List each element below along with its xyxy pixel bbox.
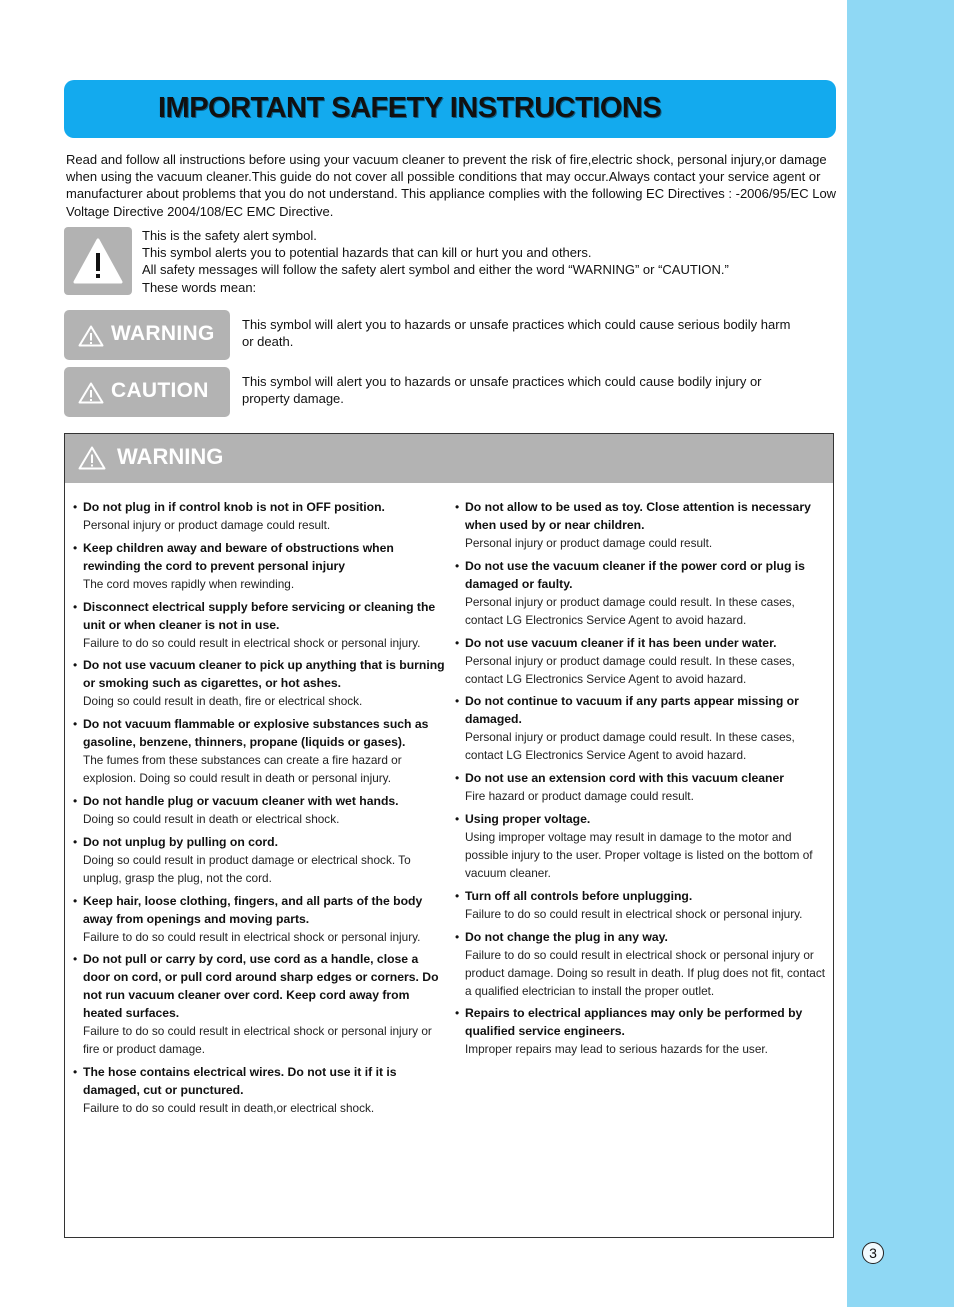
list-item — [455, 810, 830, 882]
item-title: • Do not vacuum flammable or explosive substances such as gasoline, benzene, thinners, propane (liquids or gases). — [83, 717, 429, 750]
item-title: • Do not use vacuum cleaner to pick up anything that is burning or smoking such as cigarettes, or hot ashes. — [83, 658, 445, 691]
list-item — [455, 557, 830, 629]
side-color-strip — [847, 0, 954, 1307]
caution-label-description: This symbol will alert you to hazards or unsafe practices which could cause bodily injury or property damage. — [242, 374, 762, 407]
item-description: Doing so could result in product damage or electrical shock. To unplug, grasp the plug, not the cord. — [83, 852, 411, 885]
list-item — [455, 498, 830, 552]
list-item — [73, 892, 445, 946]
safety-symbol-explanation — [142, 227, 832, 296]
item-description: Doing so could result in death, fire or electrical shock. — [83, 694, 363, 709]
warning-triangle-icon — [78, 446, 106, 470]
item-title: • Do not handle plug or vacuum cleaner with wet hands. — [83, 793, 399, 808]
list-item — [73, 598, 445, 652]
list-item — [73, 539, 445, 593]
caution-label-text: CAUTION — [111, 379, 209, 402]
item-title: • Keep hair, loose clothing, fingers, and all parts of the body away from openings and moving parts. — [83, 893, 423, 926]
item-description: Failure to do so could result in electrical shock or personal injury. — [83, 929, 421, 944]
warning-panel — [64, 433, 834, 1238]
item-title: • Repairs to electrical appliances may only be performed by qualified service engineers. — [465, 1006, 803, 1039]
symbol-text-line: These words mean: — [142, 279, 257, 295]
item-description: Doing so could result in death or electrical shock. — [83, 811, 340, 826]
list-item — [455, 769, 830, 805]
item-description: The fumes from these substances can create a fire hazard or explosion. Doing so could result in death or personal injury. — [83, 753, 402, 786]
list-item — [73, 715, 445, 787]
exclamation-triangle-icon — [72, 237, 124, 285]
symbol-text-line: All safety messages will follow the safety alert symbol and either the word “WARNING” or “CAUTION.” — [142, 262, 729, 278]
list-item — [455, 634, 830, 688]
list-item — [73, 1063, 445, 1117]
intro-paragraph: Read and follow all instructions before using your vacuum cleaner to prevent the risk of fire,electric shock, personal injury,or damage when using the vacuum cleaner.This guide do not cover all possible conditions that may occur.Always contact your service agent or manufacturer about problems that you do not understand. This appliance complies with the following EC Directives : -2006/95/EC Low Voltage Directive 2004/108/EC EMC Directive. — [66, 152, 837, 219]
list-item — [73, 792, 445, 828]
item-title: • Do not use the vacuum cleaner if the power cord or plug is damaged or faulty. — [465, 558, 805, 591]
list-item — [73, 950, 445, 1058]
warning-label-text: WARNING — [111, 322, 215, 345]
item-title: • Using proper voltage. — [465, 811, 591, 826]
title-banner — [64, 80, 836, 138]
item-title: • Do not change the plug in any way. — [465, 929, 668, 944]
warning-panel-header — [65, 434, 833, 483]
item-title: • Do not continue to vacuum if any parts appear missing or damaged. — [465, 694, 799, 727]
item-description: The cord moves rapidly when rewinding. — [83, 576, 295, 591]
item-description: Fire hazard or product damage could result. — [465, 789, 694, 804]
symbol-text-line: This is the safety alert symbol. — [142, 228, 317, 243]
warning-label-description: This symbol will alert you to hazards or unsafe practices which could cause serious bodily harm or death. — [242, 317, 791, 350]
page-title: IMPORTANT SAFETY INSTRUCTIONS — [158, 92, 662, 124]
warning-list-right — [455, 498, 830, 1063]
item-title: • Do not unplug by pulling on cord. — [83, 834, 278, 849]
item-title: • Do not plug in if control knob is not in OFF position. — [83, 500, 385, 514]
list-item — [73, 498, 445, 534]
item-description: Improper repairs may lead to serious hazards for the user. — [465, 1042, 768, 1057]
item-description: Failure to do so could result in electrical shock or personal injury or fire or product damage. — [83, 1024, 432, 1057]
item-title: • Do not use vacuum cleaner if it has been under water. — [465, 635, 777, 650]
item-title: • Do not pull or carry by cord, use cord as a handle, close a door on cord, or pull cord around sharp edges or corners. Do not run vacuum cleaner over cord. Keep cord away from heated surfaces. — [83, 952, 439, 1021]
item-description: Using improper voltage may result in damage to the motor and possible injury to the user. Proper voltage is listed on the bottom of vacuum cleaner. — [465, 829, 813, 880]
item-title: • Turn off all controls before unplugging. — [465, 888, 693, 903]
list-item — [455, 928, 830, 1000]
item-description: Personal injury or product damage could result. In these cases, contact LG Electronics Service Agent to avoid hazard. — [465, 653, 795, 686]
item-title: • Do not allow to be used as toy. Close attention is necessary when used by or near children. — [465, 500, 811, 532]
list-item — [455, 1004, 830, 1058]
item-description: Failure to do so could result in electrical shock or personal injury. — [465, 906, 803, 921]
caution-label-box — [64, 367, 230, 417]
item-description: Failure to do so could result in electrical shock or personal injury or product damage. Doing so result in death. If plug does not fit, contact a qualified electrician to install the proper outlet. — [465, 947, 826, 998]
page-number: 3 — [862, 1242, 884, 1264]
item-title: • The hose contains electrical wires. Do not use it if it is damaged, cut or punctured. — [83, 1065, 397, 1098]
warning-label-box — [64, 310, 230, 360]
item-description: Failure to do so could result in death,or electrical shock. — [83, 1101, 375, 1116]
item-description: Personal injury or product damage could result. In these cases, contact LG Electronics Service Agent to avoid hazard. — [465, 594, 795, 627]
warning-triangle-icon — [78, 325, 104, 347]
item-description: Personal injury or product damage could result. In these cases, contact LG Electronics Service Agent to avoid hazard. — [465, 730, 795, 763]
warning-list-left — [73, 498, 445, 1122]
caution-triangle-icon — [78, 382, 104, 404]
item-description: Personal injury or product damage could result. — [465, 536, 713, 550]
list-item — [455, 692, 830, 764]
list-item — [455, 887, 830, 923]
item-title: • Keep children away and beware of obstructions when rewinding the cord to prevent personal injury — [83, 540, 394, 573]
safety-alert-symbol-box — [64, 227, 132, 295]
symbol-text-line: This symbol alerts you to potential hazards that can kill or hurt you and others. — [142, 245, 592, 261]
list-item — [73, 833, 445, 887]
item-title: • Disconnect electrical supply before servicing or cleaning the unit or when cleaner is not in use. — [83, 599, 436, 632]
item-title: • Do not use an extension cord with this vacuum cleaner — [465, 771, 784, 786]
item-description: Failure to do so could result in electrical shock or personal injury. — [83, 635, 421, 650]
item-description: Personal injury or product damage could result. — [83, 518, 331, 532]
warning-panel-title: WARNING — [117, 444, 224, 469]
list-item — [73, 656, 445, 710]
